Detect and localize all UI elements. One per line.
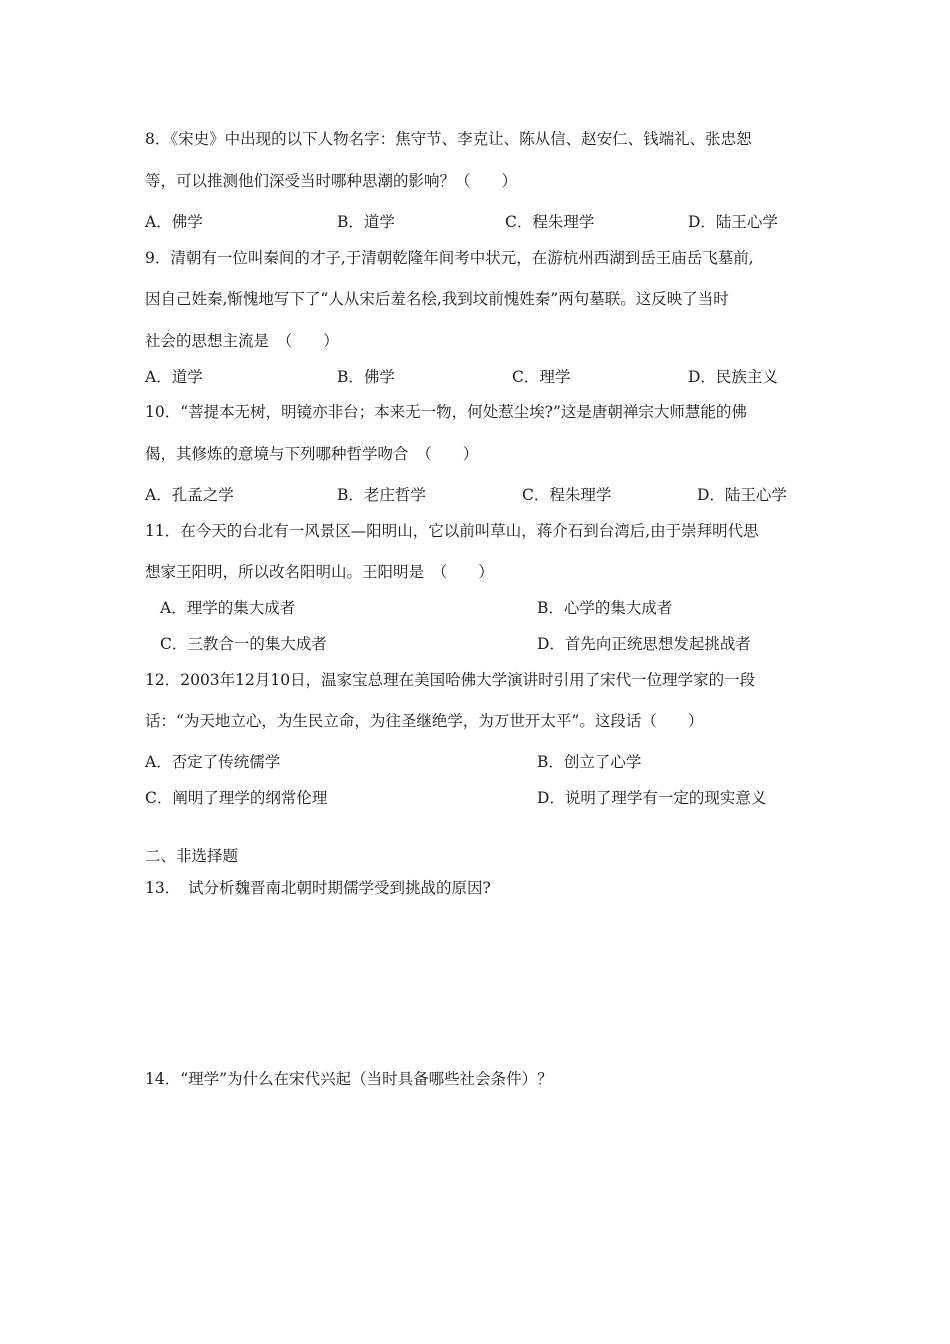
question-12-option-d: D．说明了理学有一定的现实意义 [537,789,767,807]
question-8-line-2: 等，可以推测他们深受当时哪种思潮的影响？（ ） [145,172,518,190]
question-13: 13． 试分析魏晋南北朝时期儒学受到挑战的原因? [145,879,491,897]
section-heading: 二、非选择题 [145,847,239,865]
question-9-option-a: A．道学 [145,368,203,386]
question-12-option-c: C．阐明了理学的纲常伦理 [145,789,328,807]
question-10-option-c: C．程朱理学 [522,486,612,504]
question-10-line-2: 偈，其修炼的意境与下列哪种哲学吻合 （ ） [145,445,479,463]
question-8-option-b: B．道学 [337,213,395,231]
question-9-line-3: 社会的思想主流是 （ ） [145,332,339,350]
question-11-option-a: A．理学的集大成者 [160,599,296,617]
question-10-option-b: B．老庄哲学 [337,486,426,504]
question-8-line-1: 8．《宋史》中出现的以下人物名字：焦守节、李克让、陈从信、赵安仁、钱端礼、张忠恕 [145,130,752,148]
question-9-line-2: 因自己姓秦,惭愧地写下了“人从宋后羞名桧,我到坟前愧姓秦”两句墓联。这反映了当时 [145,290,729,308]
question-8-option-d: D．陆王心学 [688,213,778,231]
question-9-option-c: C．理学 [512,368,571,386]
question-9-option-d: D．民族主义 [688,368,778,386]
question-11-option-b: B．心学的集大成者 [537,599,673,617]
question-8-option-c: C．程朱理学 [505,213,595,231]
question-12-line-1: 12．2003年12月10日，温家宝总理在美国哈佛大学演讲时引用了宋代一位理学家的一段 [145,671,756,689]
question-9-option-b: B．佛学 [337,368,395,386]
question-12-line-2: 话：“为天地立心，为生民立命，为往圣继绝学，为万世开太平”。这段话（ ） [145,712,704,730]
question-11-line-1: 11．在今天的台北有一风景区—阳明山，它以前叫草山，蒋介石到台湾后,由于崇拜明代思 [145,522,759,540]
question-11-line-2: 想家王阳明，所以改名阳明山。王阳明是 （ ） [145,563,494,581]
question-11-option-c: C．三教合一的集大成者 [160,635,327,653]
question-10-option-a: A．孔孟之学 [145,486,234,504]
question-8-option-a: A．佛学 [145,213,203,231]
question-11-option-d: D．首先向正统思想发起挑战者 [537,635,751,653]
question-12-option-b: B．创立了心学 [537,753,642,771]
question-10-option-d: D．陆王心学 [697,486,787,504]
question-9-line-1: 9．清朝有一位叫秦间的才子,于清朝乾隆年间考中状元，在游杭州西湖到岳王庙岳飞墓前, [145,249,754,267]
question-14: 14．“理学”为什么在宋代兴起（当时具备哪些社会条件）？ [145,1070,553,1088]
question-12-option-a: A．否定了传统儒学 [145,753,281,771]
question-10-line-1: 10．“菩提本无树，明镜亦非台；本来无一物，何处惹尘埃?”这是唐朝禅宗大师慧能的佛 [145,403,747,421]
